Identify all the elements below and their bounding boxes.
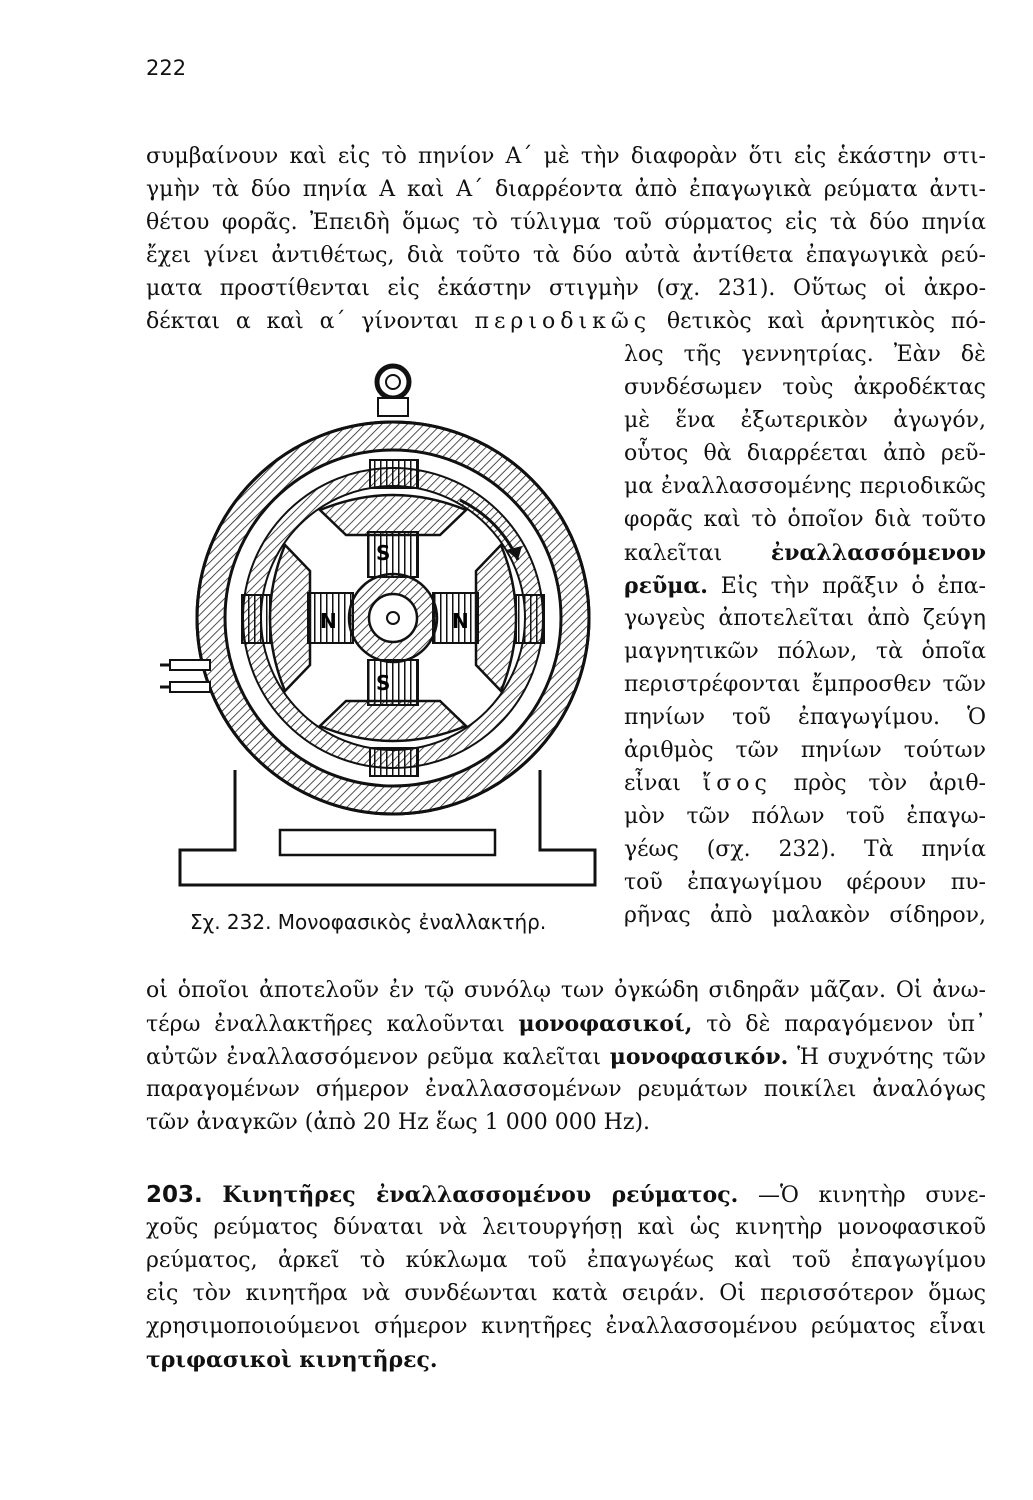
text-line: ρεύματος, ἀρκεῖ τὸ κύκλωμα τοῦ ἐπαγωγέως καὶ τοῦ ἐπαγωγίμου [146,1248,986,1273]
text-line: λος τῆς γεννητρίας. Ἐὰν δὲ [624,342,986,367]
text-line [624,769,986,799]
section-heading-line [146,1180,986,1211]
text-line: χρησιμοποιούμενοι σήμερον κινητῆρες ἐναλλασσομένου ρεύματος εἶναι [146,1314,986,1339]
text-span: τὸ δὲ παραγόμενον ὑπ᾿ [706,1012,986,1037]
text-line: μὸν τῶν πόλων τοῦ ἐπαγω- [624,804,986,829]
text-line: οἱ ὁποῖοι ἀποτελοῦν ἐν τῷ συνόλῳ των ὀγκώδη σιδηρᾶν μᾶζαν. Οἱ ἀνω- [146,978,986,1003]
text-line [146,1042,986,1073]
text-line: τοῦ ἐπαγωγίμου φέρουν πυ- [624,870,986,895]
text-span: εἶναι [624,771,681,796]
text-line: γέως (σχ. 232). Τὰ πηνία [624,837,986,862]
text-span: —Ὁ κινητὴρ συνε- [757,1183,986,1208]
text-line: συμβαίνουν καὶ εἰς τὸ πηνίον Α΄ μὲ τὴν διαφορὰν ὅτι εἰς ἑκάστην στι- [146,144,986,169]
text-line: ἔχει γίνει ἀντιθέτως, διὰ τοῦτο τὰ δύο αὐτὰ ἀντίθετα ἐπαγωγικὰ ρεύ- [146,243,986,268]
text-line: μα ἐναλλασσομένης περιοδικῶς [624,474,986,499]
pole-label: N [320,609,337,633]
text-line: φορᾶς καὶ τὸ ὁποῖον διὰ τοῦτο [624,507,986,532]
text-line: μαγνητικῶν πόλων, τὰ ὁποῖα [624,639,986,664]
terminals [160,660,210,692]
text-line: τῶν ἀναγκῶν (ἀπὸ 20 Hz ἕως 1 000 000 Hz). [146,1110,651,1135]
text-span: τέρω ἐναλλακτῆρες καλοῦνται [146,1012,505,1037]
bold-term: ρεῦμα. [624,573,708,599]
bold-term: μονοφασικοί, [518,1011,693,1037]
pole-label: S [376,671,391,695]
text-line: θέτου φορᾶς. Ἐπειδὴ ὅμως τὸ τύλιγμα τοῦ σύρματος εἰς τὰ δύο πηνία [146,210,986,235]
pole-label: S [376,541,391,565]
bold-term: τριφασικοὶ κινητῆρες. [146,1347,438,1373]
section-number: 203. [146,1182,203,1208]
alternator-figure [140,360,620,900]
text-line: ματα προστίθενται εἰς ἑκάστην στιγμὴν (σχ. 231). Οὕτως οἱ ἀκρο- [146,276,986,301]
text-span: Ἡ συχνότης τῶν [797,1045,986,1070]
text-span: καλεῖται [624,541,723,566]
lifting-eye [377,366,409,416]
spaced-emphasis: ἴσος [702,771,772,796]
text-line: ρῆνας ἀπὸ μαλακὸν σίδηρον, [624,903,986,928]
figure-caption: Σχ. 232. Μονοφασικὸς ἐναλλακτήρ. [190,910,547,934]
text-line [146,307,986,337]
spaced-emphasis: περιοδικῶς [474,309,652,334]
text-span: αὐτῶν ἐναλλασσόμενον ρεῦμα καλεῖται [146,1045,601,1070]
text-line: συνδέσωμεν τοὺς ἀκροδέκτας [624,375,986,400]
text-line [624,538,986,569]
text-span: δέκται α καὶ α΄ γίνονται [146,309,459,334]
alternator-drawing [140,360,620,900]
section-title: Κινητῆρες ἐναλλασσομένου ρεύματος. [222,1182,739,1208]
text-line: ἀριθμὸς τῶν πηνίων τούτων [624,738,986,763]
text-line: χοῦς ρεύματος δύναται νὰ λειτουργήσῃ καὶ ὡς κινητὴρ μονοφασικοῦ [146,1215,986,1240]
text-line [624,571,986,602]
text-line: εἰς τὸν κινητῆρα νὰ συνδέωνται κατὰ σειράν. Οἱ περισσότερον ὅμως [146,1281,986,1306]
pole-label: N [452,609,469,633]
bold-term: μονοφασικόν. [609,1044,789,1070]
text-line: γμὴν τὰ δύο πηνία Α καὶ Α΄ διαρρέοντα ἀπὸ ἐπαγωγικὰ ρεύματα ἀντι- [146,177,986,202]
text-line: περιστρέφονται ἔμπροσθεν τῶν [624,672,986,697]
bold-term: ἐναλλασσόμενον [770,540,986,566]
text-line [146,1009,986,1040]
text-line: πηνίων τοῦ ἐπαγωγίμου. Ὁ [624,705,986,730]
text-line: οὗτος θὰ διαρρέεται ἀπὸ ρεῦ- [624,441,986,466]
text-line [146,1345,986,1376]
text-line: μὲ ἕνα ἐξωτερικὸν ἀγωγόν, [624,408,986,433]
text-span: πρὸς τὸν ἀριθ- [793,771,986,796]
text-line: παραγομένων σήμερον ἐναλλασσομένων ρευμάτων ποικίλει ἀναλόγως [146,1077,986,1102]
text-line: γωγεὺς ἀποτελεῖται ἀπὸ ζεύγη [624,606,986,631]
text-span: θετικὸς καὶ ἀρνητικὸς πό- [666,309,986,334]
page-number: 222 [146,56,187,80]
text-span: Εἰς τὴν πρᾶξιν ὁ ἐπα- [720,574,986,599]
